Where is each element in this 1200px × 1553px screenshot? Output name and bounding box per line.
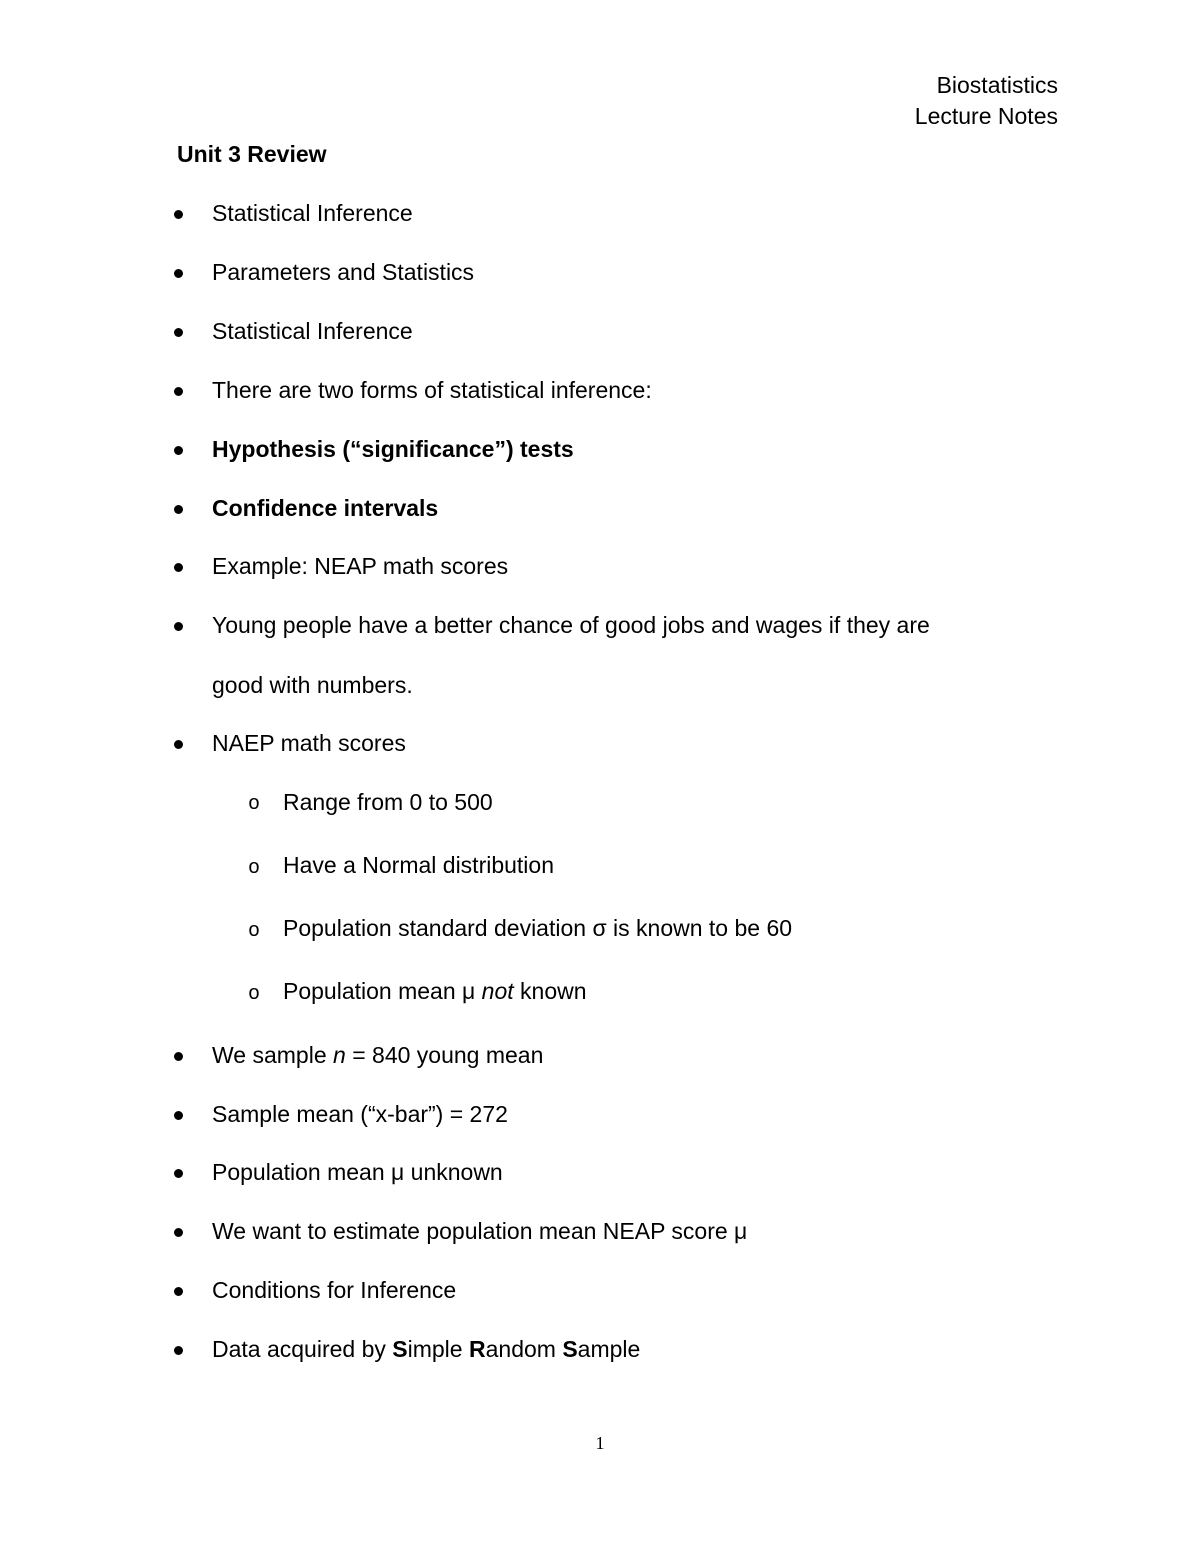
list-item: Sample mean (“x-bar”) = 272 xyxy=(212,1101,508,1127)
list-item: Statistical Inference xyxy=(212,200,413,226)
acronym-letter: R xyxy=(468,1336,486,1362)
sub-bullet-marker: o xyxy=(248,857,261,880)
list-item: Statistical Inference xyxy=(212,318,413,344)
sub-bullet-marker: o xyxy=(248,920,261,943)
list-item xyxy=(212,1042,543,1069)
sub-bullet-marker: o xyxy=(248,793,261,816)
list-item-continuation: good with numbers. xyxy=(212,672,413,698)
bullet-dot xyxy=(174,1169,183,1178)
bullet-dot xyxy=(174,446,183,455)
item-text: = 840 young mean xyxy=(345,1042,544,1068)
bullet-dot xyxy=(174,387,183,396)
item-text: imple xyxy=(407,1336,469,1362)
list-item: Young people have a better chance of good jobs and wages if they are xyxy=(212,612,930,638)
item-text: ample xyxy=(577,1336,641,1362)
page-title: Unit 3 Review xyxy=(177,141,327,167)
sub-bullet-marker: o xyxy=(248,983,261,1006)
page-number: 1 xyxy=(595,1433,605,1453)
list-item: NAEP math scores xyxy=(212,730,406,756)
sub-list-item: Range from 0 to 500 xyxy=(283,789,493,815)
emphasis-not: not xyxy=(481,978,514,1004)
bullet-dot xyxy=(174,1052,183,1061)
header-course: Biostatistics xyxy=(936,72,1058,98)
sub-item-text: known xyxy=(513,978,587,1004)
bullet-dot xyxy=(174,563,183,572)
list-item: We want to estimate population mean NEAP score μ xyxy=(212,1218,748,1244)
bullet-dot xyxy=(174,740,183,749)
page-header xyxy=(915,70,1058,132)
bullet-dot xyxy=(174,505,183,514)
sub-item-text: Population mean μ xyxy=(283,978,482,1004)
sub-list-item xyxy=(283,978,587,1005)
list-item xyxy=(212,1336,640,1363)
bullet-dot xyxy=(174,1287,183,1296)
variable-n: n xyxy=(333,1042,346,1068)
bullet-dot xyxy=(174,328,183,337)
list-item-bold: Hypothesis (“significance”) tests xyxy=(212,436,574,462)
bullet-dot xyxy=(174,622,183,631)
acronym-letter: S xyxy=(392,1336,408,1362)
list-item-bold: Confidence intervals xyxy=(212,495,439,521)
list-item: Example: NEAP math scores xyxy=(212,553,509,579)
list-item: There are two forms of statistical inference: xyxy=(212,377,652,403)
list-item: Parameters and Statistics xyxy=(212,259,475,285)
header-doc-type: Lecture Notes xyxy=(914,103,1058,129)
bullet-dot xyxy=(174,1228,183,1237)
item-text: andom xyxy=(485,1336,563,1362)
sub-list-item: Have a Normal distribution xyxy=(283,852,555,878)
bullet-dot xyxy=(174,1111,183,1120)
sub-list-item: Population standard deviation σ is known to be 60 xyxy=(283,915,793,941)
list-item: Population mean μ unknown xyxy=(212,1159,503,1185)
item-text: We sample xyxy=(212,1042,334,1068)
bullet-dot xyxy=(174,1346,183,1355)
list-item: Conditions for Inference xyxy=(212,1277,457,1303)
acronym-letter: S xyxy=(562,1336,578,1362)
bullet-dot xyxy=(174,269,183,278)
bullet-dot xyxy=(174,210,183,219)
item-text: Data acquired by xyxy=(212,1336,393,1362)
